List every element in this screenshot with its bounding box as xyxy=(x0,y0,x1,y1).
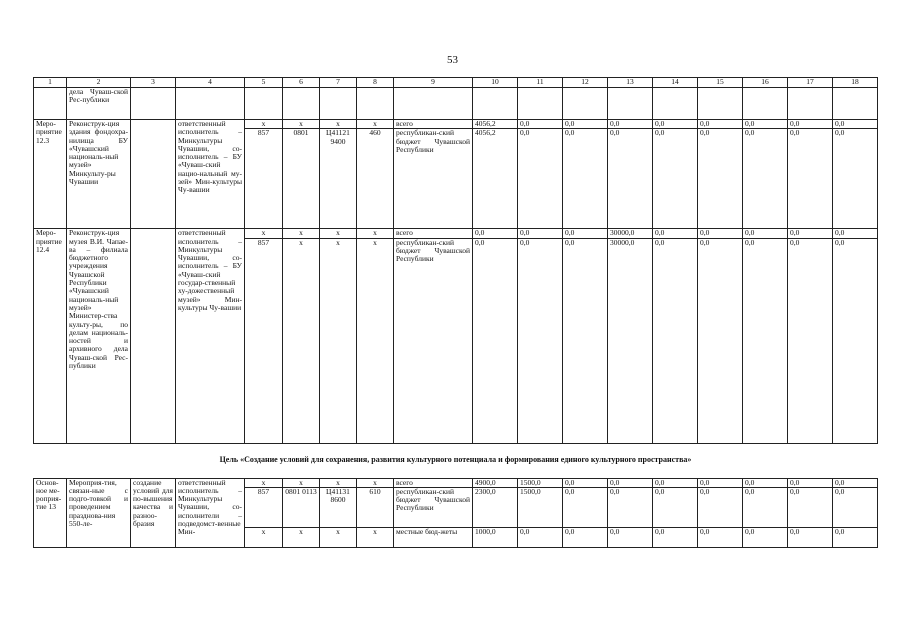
table-cell: 4056,2 xyxy=(473,129,518,229)
table-cell: 0,0 xyxy=(473,238,518,443)
table-cell: 0,0 xyxy=(563,478,608,487)
budget-table xyxy=(33,77,878,548)
table-cell: 460 xyxy=(357,129,394,229)
column-number: 6 xyxy=(283,78,320,88)
table-cell: x xyxy=(357,120,394,129)
table-cell: 0,0 xyxy=(743,229,788,238)
table-cell: 0,0 xyxy=(833,229,878,238)
column-number: 5 xyxy=(245,78,283,88)
funding-source: всего xyxy=(394,229,473,238)
table-cell: 0,0 xyxy=(653,478,698,487)
table-cell: 0,0 xyxy=(833,487,878,527)
continuation-row xyxy=(34,88,878,120)
column-number: 9 xyxy=(394,78,473,88)
table-cell: 0,0 xyxy=(698,120,743,129)
page-number: 53 xyxy=(447,54,458,66)
column-number: 16 xyxy=(743,78,788,88)
table-cell: x xyxy=(245,478,283,487)
table-cell: 30000,0 xyxy=(608,229,653,238)
table-cell: 0,0 xyxy=(608,129,653,229)
table-cell: 4056,2 xyxy=(473,120,518,129)
table-cell: 0,0 xyxy=(698,238,743,443)
column-number: 3 xyxy=(131,78,176,88)
table-cell: 857 xyxy=(245,487,283,527)
executor: ответственный исполнитель – Минкультуры Чувашии, со-исполнитель – БУ «Чуваш-ский нацио-нальный му-зей» Мин-культуры Чу-вашии xyxy=(176,120,245,229)
table-cell: x xyxy=(357,478,394,487)
funding-source: местные бюд-жеты xyxy=(394,527,473,547)
funding-source: республикан-ский бюджет Чувашской Республики xyxy=(394,129,473,229)
table-cell: 1500,0 xyxy=(518,487,563,527)
table-cell: 0,0 xyxy=(653,487,698,527)
column-number: 1 xyxy=(34,78,67,88)
table-cell: 0,0 xyxy=(563,229,608,238)
goal-heading: Цель «Создание условий для сохранения, развития культурного потенциала и формирования единого культурного пространства» xyxy=(219,455,692,465)
table-cell: 0,0 xyxy=(743,487,788,527)
table-cell: 0,0 xyxy=(653,129,698,229)
table-cell: 2300,0 xyxy=(473,487,518,527)
table-cell: 857 xyxy=(245,129,283,229)
table-cell: 0,0 xyxy=(743,120,788,129)
table-cell: 0,0 xyxy=(788,229,833,238)
table-cell: 30000,0 xyxy=(608,238,653,443)
table-cell: 0,0 xyxy=(518,238,563,443)
table-cell: 0,0 xyxy=(653,229,698,238)
table-cell: 0,0 xyxy=(743,527,788,547)
column-number: 15 xyxy=(698,78,743,88)
measure-name: Реконструк-ция музея В.И. Чапае-ва – филиала бюджетного учреждения Чувашской Республики «Чувашский националь-ный музей» Министер-ства культу-ры, по делам националь-ностей и архивного дела Чуваш-ской Рес-публики xyxy=(67,229,131,443)
column-number: 10 xyxy=(473,78,518,88)
table-cell: 0,0 xyxy=(608,487,653,527)
table-cell: 0,0 xyxy=(518,129,563,229)
table-cell: 0,0 xyxy=(698,527,743,547)
funding-source: республикан-ский бюджет Чувашской Республики xyxy=(394,487,473,527)
table-cell: 1000,0 xyxy=(473,527,518,547)
table-cell: 0,0 xyxy=(788,129,833,229)
table-cell: x xyxy=(245,527,283,547)
column-number-row xyxy=(34,78,878,88)
table-cell: 0,0 xyxy=(788,120,833,129)
table-cell: 0,0 xyxy=(698,229,743,238)
table-cell: 0,0 xyxy=(833,238,878,443)
table-cell: 0,0 xyxy=(563,527,608,547)
measure-code: Меро-приятие 12.3 xyxy=(34,120,67,229)
table-cell: 0,0 xyxy=(743,478,788,487)
measure-code: Основ-ное ме-роприя-тие 13 xyxy=(34,478,67,547)
table-cell: 0,0 xyxy=(833,129,878,229)
table-cell: 0,0 xyxy=(563,238,608,443)
table-row xyxy=(34,120,878,129)
funding-source: всего xyxy=(394,478,473,487)
table-cell: 0,0 xyxy=(563,129,608,229)
table-cell: 1500,0 xyxy=(518,478,563,487)
column-number: 11 xyxy=(518,78,563,88)
column-number: 17 xyxy=(788,78,833,88)
table-cell: 0,0 xyxy=(788,487,833,527)
table-cell: 0,0 xyxy=(833,527,878,547)
table-cell: 0,0 xyxy=(608,120,653,129)
column-number: 13 xyxy=(608,78,653,88)
table-cell: 0801 0113 xyxy=(283,487,320,527)
funding-source: всего xyxy=(394,120,473,129)
table-cell: 0,0 xyxy=(608,527,653,547)
table-cell: 0,0 xyxy=(788,478,833,487)
table-row xyxy=(34,478,878,487)
table-cell: 0,0 xyxy=(788,527,833,547)
table-cell: 0,0 xyxy=(653,238,698,443)
table-cell: 0,0 xyxy=(698,487,743,527)
column-number: 4 xyxy=(176,78,245,88)
measure-name: Мероприя-тия, связан-ные с подго-товкой и проведением празднова-ния 550-ле- xyxy=(67,478,131,547)
table-cell: 0,0 xyxy=(518,527,563,547)
column-number: 12 xyxy=(563,78,608,88)
table-cell: 0801 xyxy=(283,129,320,229)
measure-name: Реконструк-ция здания фондохра-нилища БУ «Чувашский националь-ный музей» Минкульту-ры Чувашии xyxy=(67,120,131,229)
measure-goal: создание условий для по-вышения качества и разноо-бразия xyxy=(131,478,176,547)
table-cell: 4900,0 xyxy=(473,478,518,487)
measure-code: Меро-приятие 12.4 xyxy=(34,229,67,443)
table-cell: x xyxy=(320,478,357,487)
table-cell: x xyxy=(357,527,394,547)
table-cell: Ц41121 9400 xyxy=(320,129,357,229)
table-cell: 0,0 xyxy=(743,129,788,229)
table-cell: x xyxy=(357,238,394,443)
executor: ответственный исполнитель – Минкультуры Чувашии, со-исполнители – подведомст-венные Мин- xyxy=(176,478,245,547)
column-number: 8 xyxy=(357,78,394,88)
table-cell: x xyxy=(283,120,320,129)
table-row xyxy=(34,229,878,238)
table-cell: 0,0 xyxy=(698,478,743,487)
column-number: 18 xyxy=(833,78,878,88)
table-cell: x xyxy=(245,229,283,238)
table-cell: x xyxy=(320,238,357,443)
table-cell: 610 xyxy=(357,487,394,527)
table-cell: 0,0 xyxy=(743,238,788,443)
table-cell: x xyxy=(320,527,357,547)
table-cell: 0,0 xyxy=(473,229,518,238)
table-cell: 0,0 xyxy=(833,120,878,129)
table-cell: 0,0 xyxy=(563,120,608,129)
table-cell: 0,0 xyxy=(653,120,698,129)
table-cell: x xyxy=(245,120,283,129)
column-number: 14 xyxy=(653,78,698,88)
table-cell: 0,0 xyxy=(563,487,608,527)
column-number: 2 xyxy=(67,78,131,88)
funding-source: республикан-ский бюджет Чувашской Республики xyxy=(394,238,473,443)
table-cell: 0,0 xyxy=(788,238,833,443)
table-cell: 0,0 xyxy=(518,120,563,129)
table-cell: 0,0 xyxy=(608,478,653,487)
table-cell: x xyxy=(283,527,320,547)
table-cell: 0,0 xyxy=(518,229,563,238)
table-cell: x xyxy=(283,478,320,487)
table-cell: 0,0 xyxy=(698,129,743,229)
table-cell: x xyxy=(320,120,357,129)
table-cell: Ц41131 8600 xyxy=(320,487,357,527)
table-cell: 857 xyxy=(245,238,283,443)
goal-row xyxy=(34,443,878,478)
table-cell: x xyxy=(283,229,320,238)
table-cell: 0,0 xyxy=(653,527,698,547)
table-cell: x xyxy=(283,238,320,443)
table-cell: 0,0 xyxy=(833,478,878,487)
column-number: 7 xyxy=(320,78,357,88)
executor: ответственный исполнитель – Минкультуры Чувашии, со-исполнитель – БУ «Чуваш-ский государ-ственный ху-дожественный музей» Мин-культуры Чу-вашии xyxy=(176,229,245,443)
table-cell: x xyxy=(357,229,394,238)
table-cell: x xyxy=(320,229,357,238)
measure-name: дела Чуваш-ской Рес-публики xyxy=(67,88,131,120)
